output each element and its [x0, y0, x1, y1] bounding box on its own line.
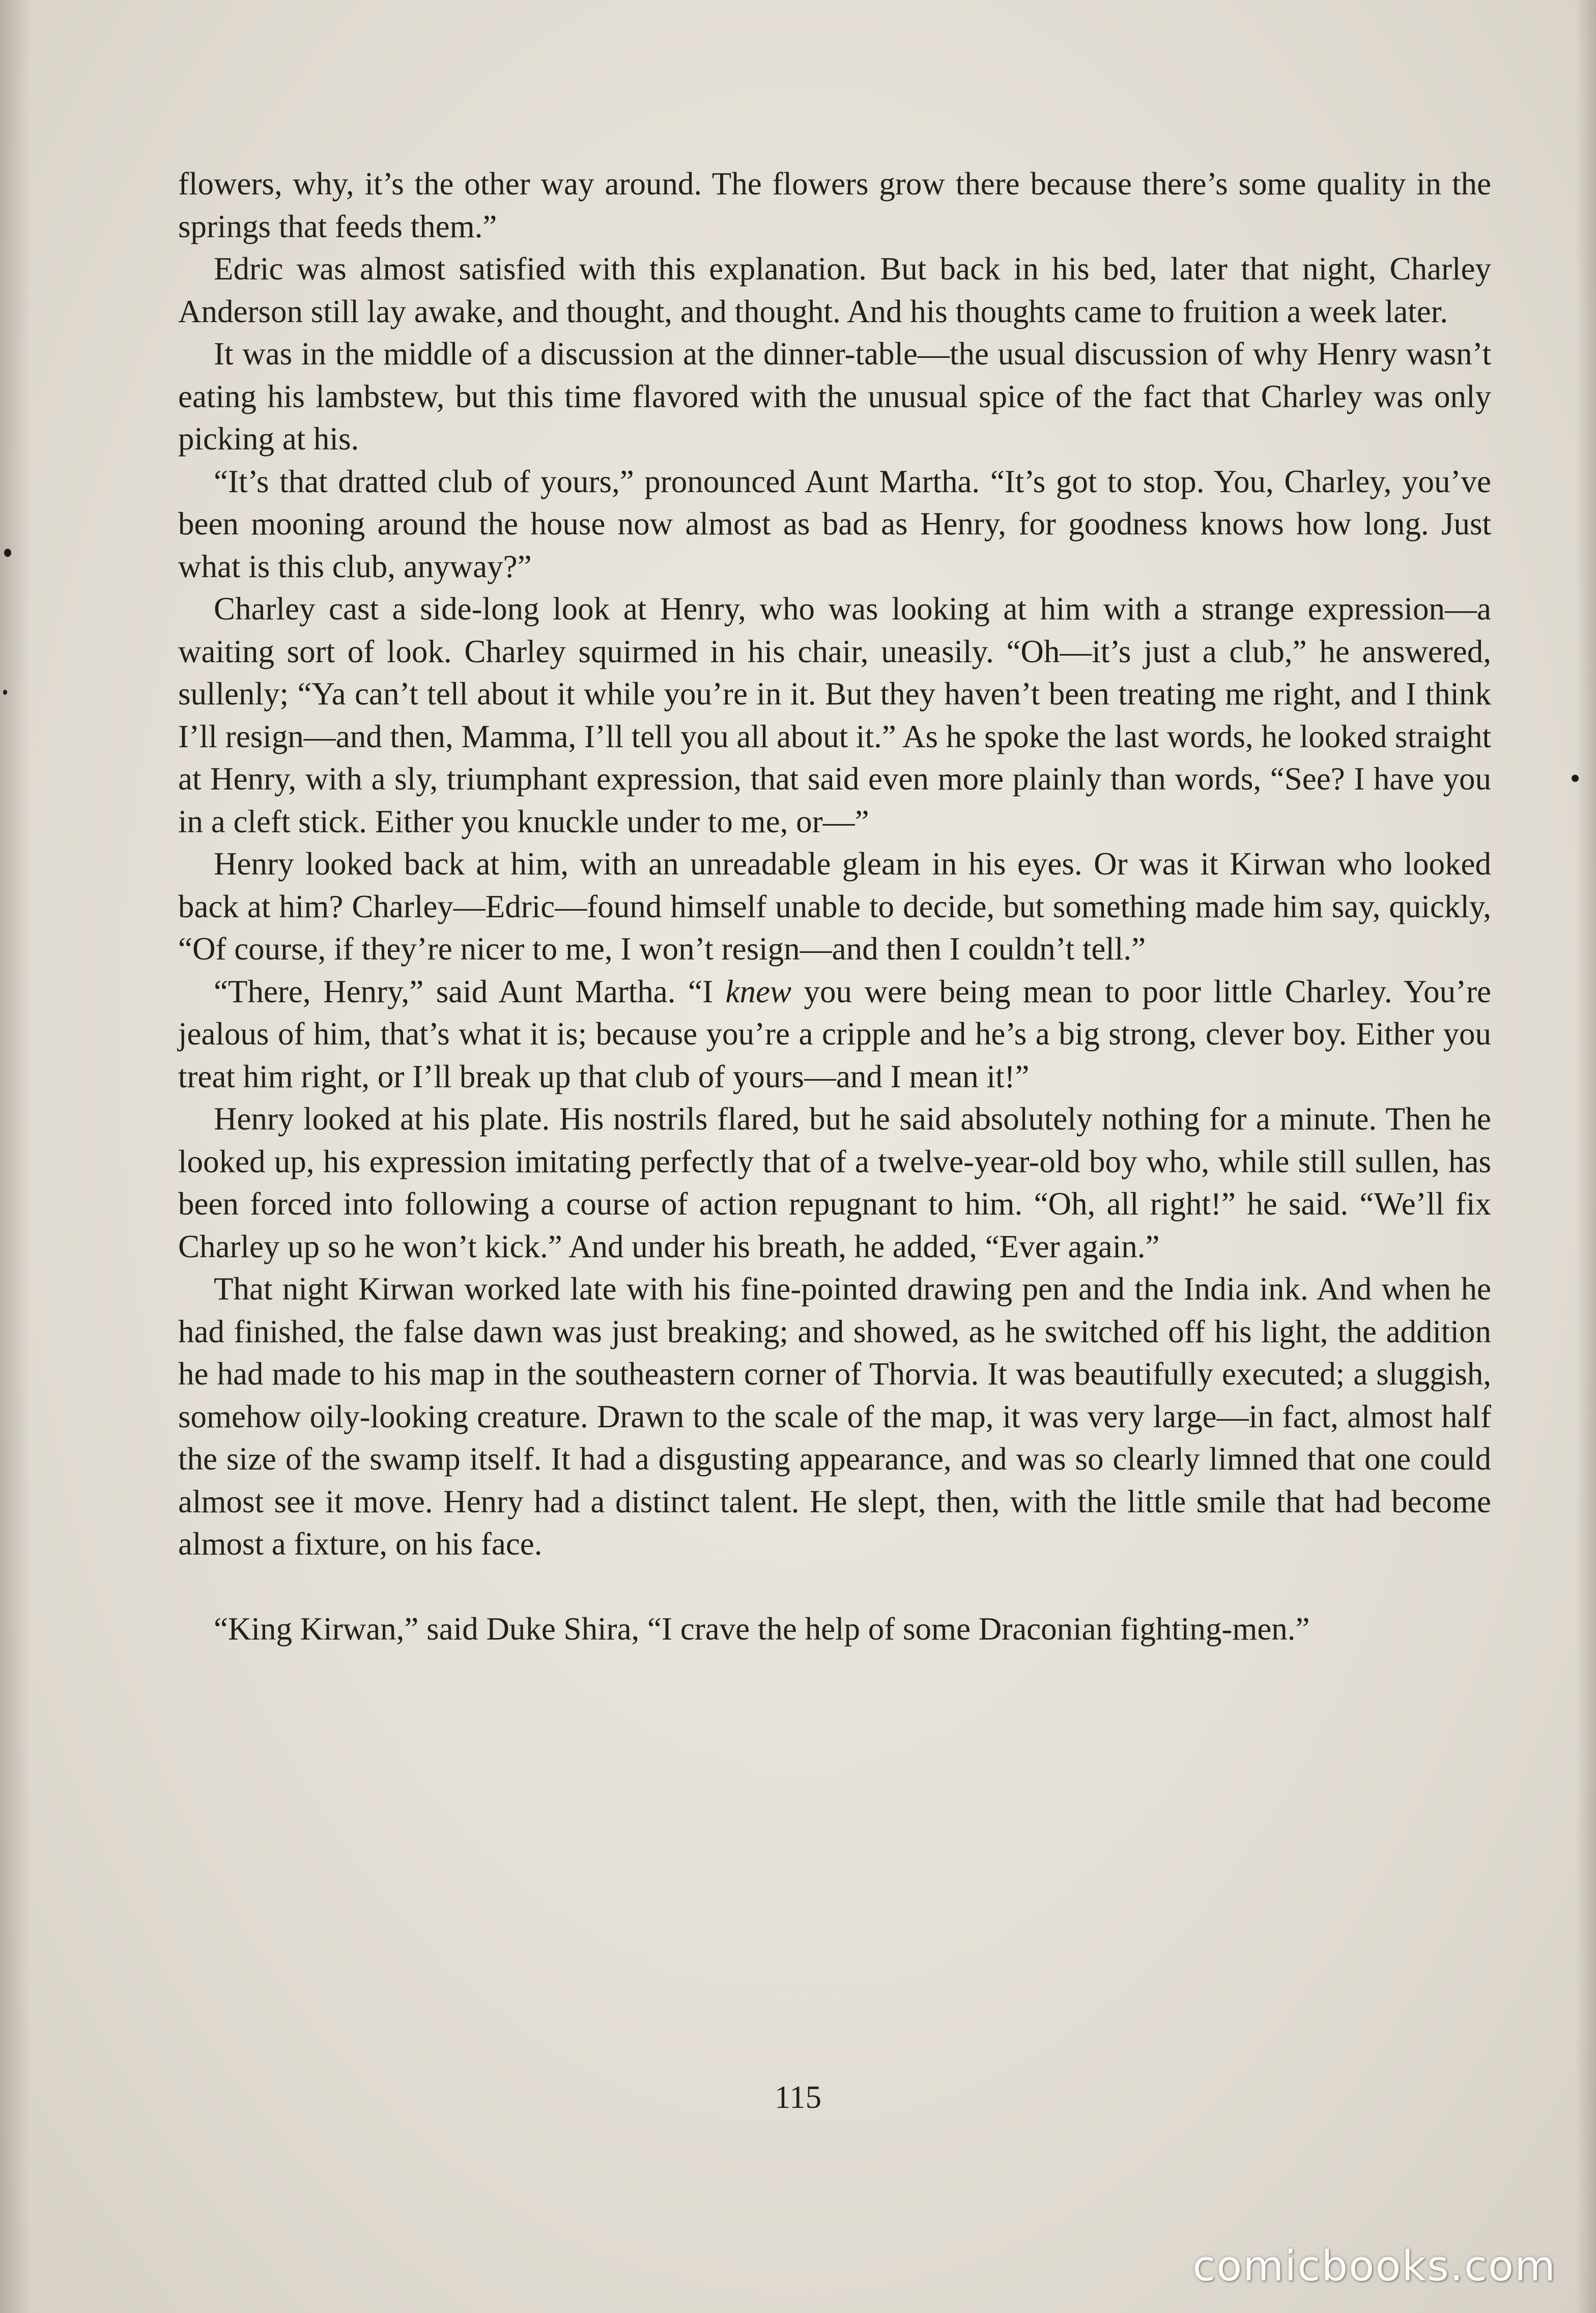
body-text	[178, 163, 1491, 1651]
paragraph-text: you were being mean to poor little Charley. You’re jealous of him, that’s what it is; because you’re a cripple and he’s a big strong, clever boy. Either you treat him right, or I’ll break up that club of yours—and I mean it!”	[178, 973, 1491, 1094]
paragraph: It was in the middle of a discussion at the dinner-table—the usual discussion of why Henry wasn’t eating his lambstew, but this time flavored with the unusual spice of the fact that Charley was only picking at his.	[178, 336, 1491, 457]
page-number: 115	[774, 2079, 822, 2115]
italic-word: knew	[725, 973, 791, 1009]
paragraph: Edric was almost satisfied with this explanation. But back in his bed, later that night, Charley Anderson still lay awake, and thought, and thought. And his thoughts came to fruition a week later.	[178, 251, 1491, 329]
ink-speck	[3, 690, 7, 695]
spine-shadow	[0, 0, 31, 2313]
paragraph: That night Kirwan worked late with his fine-pointed drawing pen and the India ink. And when he had finished, the false dawn was just breaking; and showed, as he switched off his light, the addition he had made to his map in the southeastern corner of Thorvia. It was beautifully executed; a sluggish, somehow oily-looking creature. Drawn to the scale of the map, it was very large—in fact, almost half the size of the swamp itself. It had a disgusting appearance, and was so clearly limned that one could almost see it move. Henry had a distinct talent. He slept, then, with the little smile that had become almost a fixture, on his face.	[178, 1271, 1491, 1562]
watermark: comicbooks.com	[1192, 2242, 1556, 2291]
ink-speck	[4, 549, 11, 557]
paragraph: “King Kirwan,” said Duke Shira, “I crave the help of some Draconian fighting-men.”	[214, 1611, 1310, 1647]
paragraph: flowers, why, it’s the other way around. The flowers grow there because there’s some quality in the springs that feeds them.”	[178, 166, 1491, 244]
ink-speck	[1572, 775, 1579, 782]
paragraph	[178, 971, 1491, 1098]
page-edge-shadow	[1576, 0, 1596, 2313]
paragraph: Henry looked back at him, with an unreadable gleam in his eyes. Or was it Kirwan who looked back at him? Charley—Edric—found himself unable to decide, but something made him say, quickly, “Of course, if they’re nicer to me, I won’t resign—and then I couldn’t tell.”	[178, 846, 1491, 967]
paragraph: Henry looked at his plate. His nostrils flared, but he said absolutely nothing for a minute. Then he looked up, his expression imitating perfectly that of a twelve-year-old boy who, while still sullen, has been forced into following a course of action repugnant to him. “Oh, all right!” he said. “We’ll fix Charley up so he won’t kick.” And under his breath, he added, “Ever again.”	[178, 1101, 1491, 1264]
paragraph: Charley cast a side-long look at Henry, who was looking at him with a strange expression—a waiting sort of look. Charley squirmed in his chair, uneasily. “Oh—it’s just a club,” he answered, sullenly; “Ya can’t tell about it while you’re in it. But they haven’t been treating me right, and I think I’ll resign—and then, Mamma, I’ll tell you all about it.” As he spoke the last words, he looked straight at Henry, with a sly, triumphant expression, that said even more plainly than words, “See? I have you in a cleft stick. Either you knuckle under to me, or—”	[178, 591, 1491, 839]
paragraph: “It’s that dratted club of yours,” pronounced Aunt Martha. “It’s got to stop. You, Charley, you’ve been mooning around the house now almost as bad as Henry, for goodness knows how long. Just what is this club, anyway?”	[178, 463, 1491, 584]
paragraph-text: “There, Henry,” said Aunt Martha. “I	[214, 973, 726, 1009]
